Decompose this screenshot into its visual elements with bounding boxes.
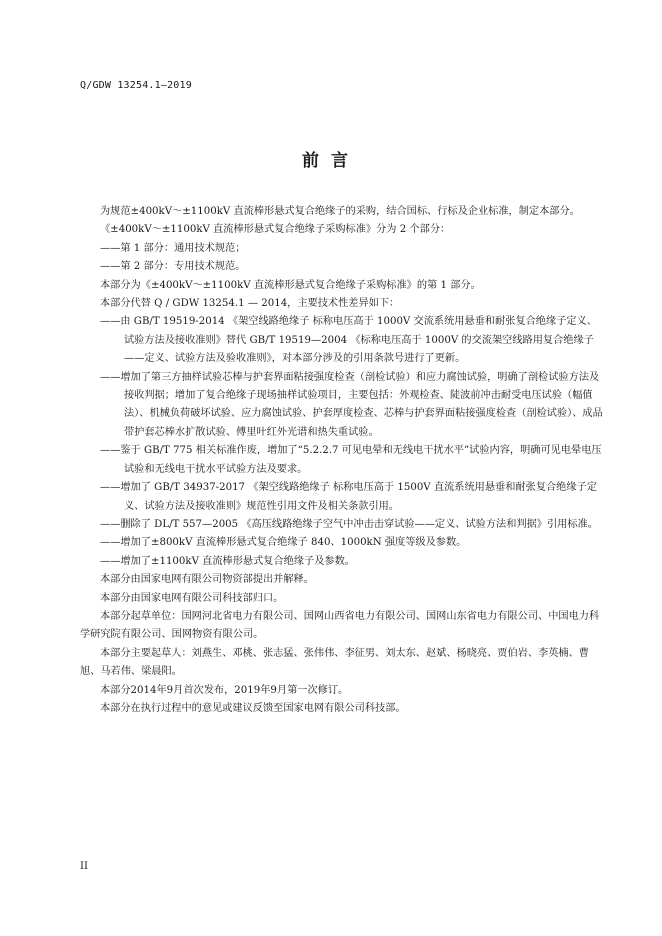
paragraph: 为规范±400kV～±1100kV 直流棒形悬式复合绝缘子的采购，结合国标、行标及企业标准，制定本部分。 [100,206,580,217]
change-item: ——增加了第三方抽样试验芯棒与护套界面粘接强度检查（剖检试验）和应力腐蚀试验，明确了剖检试验方法及接收判据；增加了复合绝缘子现场抽样试验项目，主要包括：外观检查、陡波前冲击耐受电压试验（幅值法）、机械负荷破坏试验、应力腐蚀试验、护套厚度检查、芯棒与护套界面粘接强度检查（剖检试验）、成品带护套芯棒水扩散试验、傅里叶红外光谱和热失重试验。 [100,371,603,438]
change-item: ——由 GB/T 19519-2014 《架空线路绝缘子 标称电压高于 1000V 交流系统用悬垂和耐张复合绝缘子定义、试验方法及接收准则》替代 GB/T 19519—2004 《标称电压高于 1000V 的交流架空线路用复合绝缘子——定义、试验方法及验收准则》，对本部分涉及的引用条款号进行了更新。 [100,316,597,365]
list-item: ——第 1 部分：通用技术规范； [100,242,246,254]
page-title: 前言 [302,151,360,171]
change-item: ——增加了 GB/T 34937-2017 《架空线路绝缘子 标称电压高于 1500V 直流系统用悬垂和耐张复合绝缘子定义、试验方法及接收准则》规范性引用文件及相关条款引用。 [100,482,597,512]
paragraph: 本部分2014年9月首次发布，2019年9月第一次修订。 [100,684,349,696]
paragraph: 本部分为《±400kV～±1100kV 直流棒形悬式复合绝缘子采购标准》的第 1 部分。 [100,279,481,291]
change-item: ——删除了 DL/T 557—2005 《高压线路绝缘子空气中冲击击穿试验——定义、试验方法和判据》引用标准。 [100,518,598,530]
change-item: ——增加了±1100kV 直流棒形悬式复合绝缘子及参数。 [100,555,355,567]
paragraph: 《±400kV～±1100kV 直流棒形悬式复合绝缘子采购标准》分为 2 个部分： [100,224,451,236]
change-item: ——鉴于 GB/T 775 相关标准作废，增加了“5.2.2.7 可见电晕和无线电干扰水平”试验内容，明确可见电晕电压试验和无线电干扰水平试验方法及要求。 [100,445,602,475]
preface-body [80,203,604,718]
paragraph: 本部分由国家电网有限公司科技部归口。 [100,592,284,604]
change-item: ——增加了±800kV 直流棒形悬式复合绝缘子 840、1000kN 强度等级及参数。 [100,537,467,549]
paragraph: 本部分代替 Q / GDW 13254.1 — 2014，主要技术性差异如下： [100,298,400,310]
document-number: Q/GDW 13254.1—2019 [80,80,192,91]
list-item: ——第 2 部分：专用技术规范。 [100,261,246,273]
paragraph: 本部分在执行过程中的意见或建议反馈至国家电网有限公司科技部。 [100,702,406,714]
paragraph: 本部分起草单位：国网河北省电力有限公司、国网山西省电力有限公司、国网山东省电力有限公司、中国电力科学研究院有限公司、国网物资有限公司。 [80,610,600,641]
paragraph: 本部分主要起草人：刘燕生、邓桃、张志猛、张伟伟、李征男、刘太东、赵斌、杨晓亮、贾伯岩、李英楠、曹旭、马若伟、梁晨阳。 [80,647,589,678]
paragraph: 本部分由国家电网有限公司物资部提出并解释。 [100,574,314,586]
page-number: II [80,861,88,872]
